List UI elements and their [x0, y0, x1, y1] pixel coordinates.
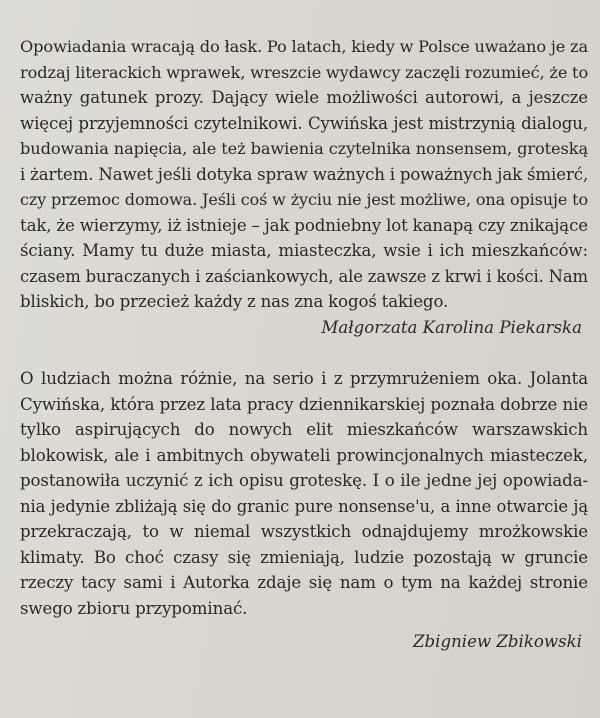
text-line: O ludziach można różnie, na serio i z przymrużeniem oka. Jolanta [20, 369, 588, 388]
blurb-paragraph-2 [20, 366, 588, 621]
text-line: ściany. Mamy tu duże miasta, miasteczka, wsie i ich mieszkańców: [20, 241, 588, 260]
text-line: postanowiła uczynić z ich opisu groteskę. I o ile jedne jej opowiada- [20, 471, 588, 490]
author-signature-1: Małgorzata Karolina Piekarska [321, 317, 582, 337]
text-line: rzeczy tacy sami i Autorka zdaje się nam o tym na każdej stronie [20, 573, 588, 592]
text-line: klimaty. Bo choć czasy się zmieniają, ludzie pozostają w gruncie [20, 547, 588, 567]
text-line: ważny gatunek prozy. Dający wiele możliwości autorowi, a jeszcze [20, 88, 588, 107]
text-line: rodzaj literackich wprawek, wreszcie wydawcy zaczęli rozumieć, że to [20, 62, 589, 82]
text-line: Opowiadania wracają do łask. Po latach, kiedy w Polsce uważano je za [20, 37, 588, 56]
text-line: przekraczają, to w niemal wszystkich odnajdujemy mrożkowskie [20, 522, 588, 541]
blurb-paragraph-1 [20, 34, 588, 315]
text-line: swego zbioru przypominać. [20, 598, 248, 618]
text-line: więcej przyjemności czytelnikowi. Cywińska jest mistrzynią dialogu, [20, 113, 588, 133]
text-line: blokowisk, ale i ambitnych obywateli prowincjonalnych miasteczek, [20, 445, 588, 465]
text-line: i żartem. Nawet jeśli dotyka spraw ważnych i poważnych jak śmierć, [20, 164, 589, 184]
text-line: czasem buraczanych i zaściankowych, ale zawsze z krwi i kości. Nam [20, 266, 588, 286]
text-line: tylko aspirujących do nowych elit mieszkańców warszawskich [20, 420, 588, 439]
text-line: Cywińska, która przez lata pracy dziennikarskiej poznała dobrze nie [20, 394, 588, 414]
text-line: tak, że wierzymy, iż istnieje – jak podniebny lot kanapą czy znikające [20, 215, 588, 235]
author-signature-2: Zbigniew Zbikowski [413, 632, 582, 651]
text-line: czy przemoc domowa. Jeśli coś w życiu nie jest możliwe, ona opisuje to [20, 190, 588, 209]
text-line: nia jedynie zbliżają się do granic pure nonsense'u, a inne otwarcie ją [20, 496, 588, 516]
text-line: bliskich, bo przecież każdy z nas zna kogoś takiego. [20, 292, 449, 311]
text-line: budowania napięcia, ale też bawienia czytelnika nonsensem, groteską [20, 139, 588, 158]
